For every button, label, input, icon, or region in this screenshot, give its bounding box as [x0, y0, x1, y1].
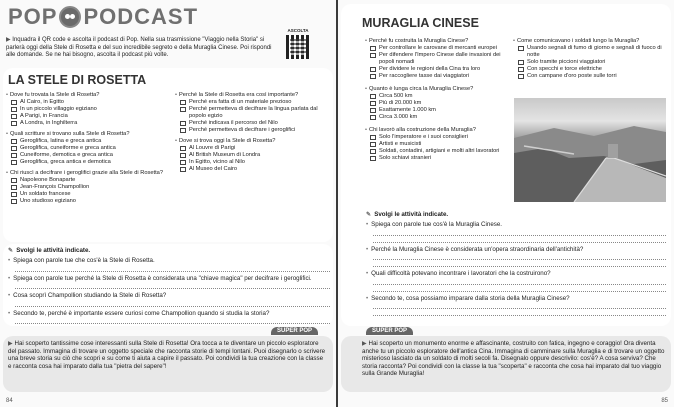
activity-item	[366, 270, 666, 277]
answer-label: A Parigi, in Francia	[20, 113, 68, 119]
answer-label: Cuneiforme, demotica e greca antica	[20, 152, 113, 158]
answer-option[interactable]	[370, 114, 515, 121]
answer-checkbox[interactable]	[370, 94, 376, 100]
question-block	[175, 138, 331, 173]
super-pop-badge: SUPER POP	[271, 327, 318, 335]
answer-label: In un piccolo villaggio egiziano	[20, 106, 97, 112]
answer-option[interactable]	[11, 120, 164, 127]
answer-line[interactable]	[373, 278, 666, 285]
answer-option[interactable]	[370, 141, 515, 148]
activity-item	[366, 221, 666, 228]
activities	[8, 247, 330, 324]
activity-item	[366, 246, 666, 253]
activity-text: Cosa scoprì Champollion studiando la Stele di Rosetta?	[13, 292, 167, 300]
answer-label: Più di 20.000 km	[379, 100, 422, 106]
answer-option[interactable]	[180, 99, 331, 106]
answer-checkbox[interactable]	[11, 114, 17, 120]
question-bullet-icon: •	[175, 138, 177, 144]
question-block	[365, 86, 515, 121]
question-text	[6, 131, 164, 138]
monkey-mascot-icon	[59, 6, 81, 28]
answer-option[interactable]	[370, 100, 515, 107]
answer-checkbox[interactable]	[11, 199, 17, 205]
right-page	[338, 0, 674, 407]
answer-option[interactable]	[180, 127, 331, 134]
answer-option[interactable]	[11, 113, 164, 120]
answer-line[interactable]	[15, 300, 330, 307]
question-label: Quanto è lunga circa la Muraglia Cinese?	[369, 86, 474, 92]
answer-label: Al Louvre di Parigi	[189, 145, 236, 151]
answer-checkbox[interactable]	[11, 146, 17, 152]
answer-label: Con campane d'oro poste sulle torri	[527, 73, 617, 79]
answer-option[interactable]	[11, 145, 164, 152]
question-text	[175, 138, 331, 145]
activity-bullet-icon: •	[366, 270, 369, 278]
answer-checkbox[interactable]	[11, 185, 17, 191]
great-wall-photo	[514, 98, 666, 202]
answer-line[interactable]	[15, 317, 330, 324]
answer-option[interactable]	[180, 145, 331, 152]
answer-label: Artisti e musicisti	[379, 141, 422, 147]
super-pop-body: Hai scoperto un monumento enorme e affascinante, costruito con fatica, ingegno e coraggio! Ora diventa anche tu un piccolo esploratore dell'antica Cina. Immagina di camminare sulla Muraglia e di trovare un oggetto misterioso lasciato da un soldato di molti secoli fa. Disegnalo oppure descrivilo: cos'è? A cosa serviva? Che storia racconta? Poi condividi con la classe la tua "scoperta" e racconta che cosa hai imparato dal tuo viaggio sulla Grande Muraglia!	[362, 340, 665, 378]
question-bullet-icon: •	[365, 38, 367, 44]
question-text	[6, 92, 164, 99]
answer-line[interactable]	[373, 229, 666, 236]
activities	[366, 211, 666, 316]
activity-text: Spiega con parole tue che cos'è la Stele di Rosetta.	[13, 257, 155, 265]
left-page	[0, 0, 336, 407]
answer-option[interactable]	[370, 45, 515, 52]
answer-option[interactable]	[180, 120, 331, 127]
super-pop-text: ▶ Hai scoperto un monumento enorme e affascinante, costruito con fatica, ingegno e coraggio! Ora diventa anche tu un piccolo esploratore dell'antica Cina. Immagina di camminare sulla Muraglia e di trovare un oggetto misterioso lasciato da un soldato di molti secoli fa. Disegnalo oppure descrivilo: cos'è? A cosa serviva? Che storia racconta? Poi condividi con la classe la tua "scoperta" e racconta che cosa hai imparato dal tuo viaggio sulla Grande Muraglia!	[362, 340, 665, 378]
answer-checkbox[interactable]	[370, 46, 376, 52]
answer-label: Napoleone Bonaparte	[20, 177, 76, 183]
questions-col2	[513, 38, 666, 80]
question-label: Chi riuscì a decifrare i geroglifici grazie alla Stele di Rosetta?	[10, 170, 164, 176]
question-label: Quali scritture si trovano sulla Stele di Rosetta?	[10, 131, 130, 137]
question-block	[6, 131, 164, 166]
answer-option[interactable]	[518, 59, 666, 66]
answer-option[interactable]	[370, 66, 515, 73]
answer-checkbox[interactable]	[518, 67, 524, 73]
qr-code-icon	[286, 35, 310, 59]
super-pop-badge: SUPER POP	[366, 327, 413, 335]
answer-label: Geroglifica, cuneiforme e greca antica	[20, 145, 116, 151]
answer-option[interactable]	[11, 159, 164, 166]
answer-option[interactable]	[370, 93, 515, 100]
question-text	[175, 92, 331, 99]
answer-label: Perché era fatta di un materiale prezioso	[189, 99, 292, 105]
activity-bullet-icon: •	[366, 294, 369, 302]
activity-text: Secondo te, cosa possiamo imparare dalla storia della Muraglia Cinese?	[371, 294, 570, 302]
answer-checkbox[interactable]	[518, 74, 524, 80]
answer-label: Solo l'imperatore e i suoi consiglieri	[379, 134, 468, 140]
answer-label: Jean-François Champollion	[20, 184, 90, 190]
brand-logo	[8, 4, 198, 30]
answer-label: Perché permetteva di decifrare la lingua parlata dal popolo egizio	[189, 106, 318, 119]
answer-option[interactable]	[370, 73, 515, 80]
answer-label: Uno studioso egiziano	[20, 198, 76, 204]
answer-label: Solo schiavi stranieri	[379, 155, 432, 161]
qr-code[interactable]	[283, 28, 313, 59]
answer-label: Circa 3.000 km	[379, 114, 418, 120]
answer-label: Con specchi e torce elettriche	[527, 66, 602, 72]
activity-item	[8, 310, 330, 317]
answer-checkbox[interactable]	[180, 160, 186, 166]
answer-label: Per controllare le carovane di mercanti europei	[379, 45, 497, 51]
super-pop-text: ▶ Hai scoperto tantissime cose interessanti sulla Stele di Rosetta! Ora tocca a te diventare un piccolo esploratore del passato. Immagina di trovare un oggetto speciale che racconta storie di tempi lontani. Puoi disegnarlo o scrivere una breve storia su ciò che scopri e su come ti aiuta a capire il passato. Poi condividi la tua creazione con la classe e racconta cosa hai imparato dalla tua "pietra del sapere"!	[8, 340, 326, 370]
answer-checkbox[interactable]	[180, 100, 186, 106]
question-text	[365, 86, 515, 93]
activity-item	[8, 292, 330, 299]
answer-line[interactable]	[373, 236, 666, 243]
activity-item	[366, 295, 666, 302]
answer-option[interactable]	[11, 99, 164, 106]
answer-label: In Egitto, vicino al Nilo	[189, 159, 245, 165]
answer-checkbox[interactable]	[370, 115, 376, 121]
super-pop-body: Hai scoperto tantissime cose interessanti sulla Stele di Rosetta! Ora tocca a te diventare un piccolo esploratore del passato. Immagina di trovare un oggetto speciale che racconta storie di tempi lontani. Puoi disegnarlo o scrivere una breve storia su ciò che scopri e su come ti aiuta a capire il passato. Poi condividi la tua creazione con la classe e racconta cosa hai imparato dalla tua "pietra del sapere"!	[8, 340, 326, 370]
question-block	[513, 38, 666, 80]
intro-body: Inquadra il QR code e ascolta il podcast di Pop. Nella sua trasmissione "Viaggio nella Storia" si parlerà oggi della Stele di Rosetta e del suo incredibile segreto e della Muraglia Cinese. Poi rispondi alle domande. Se ne hai bisogno, ascolta il podcast più volte.	[6, 37, 272, 59]
answer-option[interactable]	[11, 152, 164, 159]
answer-label: Perché indicava il percorso del Nilo	[189, 120, 278, 126]
question-bullet-icon: •	[6, 131, 8, 137]
answer-line[interactable]	[373, 285, 666, 292]
answer-checkbox[interactable]	[370, 135, 376, 141]
intro-text: ▶ Inquadra il QR code e ascolta il podcast di Pop. Nella sua trasmissione "Viaggio nella Storia" si parlerà oggi della Stele di Rosetta e del suo incredibile segreto e della Muraglia Cinese. Poi rispondi alle domande. Se ne hai bisogno, ascolta il podcast più volte.	[6, 37, 272, 59]
activity-bullet-icon: •	[366, 245, 369, 253]
activity-text: Perché la Muraglia Cinese è considerata un'opera straordinaria dell'antichità?	[371, 245, 584, 253]
section-title: LA STELE DI ROSETTA	[8, 73, 147, 87]
answer-option[interactable]	[11, 184, 164, 191]
question-bullet-icon: •	[175, 92, 177, 98]
answer-checkbox[interactable]	[11, 192, 17, 198]
question-bullet-icon: •	[365, 86, 367, 92]
activity-bullet-icon: •	[8, 292, 11, 300]
answer-option[interactable]	[370, 52, 515, 66]
answer-checkbox[interactable]	[370, 67, 376, 73]
activity-heading	[366, 211, 666, 218]
answer-checkbox[interactable]	[11, 100, 17, 106]
answer-label: Soldati, contadini, artigiani e molti altri lavoratori	[379, 148, 500, 154]
question-label: Chi lavorò alla costruzione della Muraglia?	[369, 127, 476, 133]
answer-checkbox[interactable]	[518, 46, 524, 52]
answer-checkbox[interactable]	[11, 121, 17, 127]
answer-option[interactable]	[11, 198, 164, 205]
question-text	[365, 127, 515, 134]
answer-option[interactable]	[11, 177, 164, 184]
activity-bullet-icon: •	[366, 221, 369, 229]
answer-checkbox[interactable]	[180, 153, 186, 159]
question-text	[6, 170, 164, 177]
answer-checkbox[interactable]	[11, 153, 17, 159]
answer-line[interactable]	[373, 302, 666, 309]
answer-checkbox[interactable]	[11, 160, 17, 166]
answer-option[interactable]	[518, 66, 666, 73]
question-block	[6, 170, 164, 205]
answer-label: Per difendere l'Impero Cinese dalle invasioni dei popoli nomadi	[379, 52, 501, 65]
activity-text: Quali difficoltà potevano incontrare i lavoratori che la costruirono?	[371, 270, 551, 278]
brand-podcast: PODCAST	[83, 4, 199, 29]
answer-label: A Londra, in Inghilterra	[20, 120, 78, 126]
answer-option[interactable]	[370, 148, 515, 155]
questions-col2	[175, 92, 331, 173]
answer-option[interactable]	[180, 152, 331, 159]
questions-col1	[365, 38, 515, 162]
answer-label: Esattamente 1.000 km	[379, 107, 436, 113]
question-bullet-icon: •	[365, 127, 367, 133]
question-label: Perché la Stele di Rosetta era così importante?	[179, 92, 299, 98]
answer-label: Circa 500 km	[379, 93, 413, 99]
answer-label: Perché permetteva di decifrare i geroglifici	[189, 127, 296, 133]
activity-bullet-icon: •	[8, 274, 11, 282]
answer-checkbox[interactable]	[370, 142, 376, 148]
brand-pop: POP	[8, 4, 58, 29]
answer-option[interactable]	[11, 138, 164, 145]
page-number: 85	[661, 398, 668, 404]
answer-checkbox[interactable]	[370, 149, 376, 155]
answer-checkbox[interactable]	[180, 121, 186, 127]
answer-label: Geroglifica, latina e greca antica	[20, 138, 102, 144]
question-label: Dove si trova oggi la Stele di Rosetta?	[179, 138, 276, 144]
answer-label: Usando segnali di fumo di giorno e segnali di fuoco di notte	[527, 45, 662, 58]
answer-option[interactable]	[370, 107, 515, 114]
answer-checkbox[interactable]	[518, 60, 524, 66]
activity-item	[8, 257, 330, 264]
page-number: 84	[6, 398, 13, 404]
question-label: Dove fu trovata la Stele di Rosetta?	[10, 92, 100, 98]
answer-checkbox[interactable]	[11, 107, 17, 113]
answer-line[interactable]	[373, 260, 666, 267]
answer-checkbox[interactable]	[370, 156, 376, 162]
question-text	[365, 38, 515, 45]
answer-option[interactable]	[518, 45, 666, 59]
answer-checkbox[interactable]	[370, 108, 376, 114]
answer-line[interactable]	[373, 253, 666, 260]
activity-heading-text: Svolgi le attività indicate.	[374, 211, 449, 218]
question-block	[365, 127, 515, 162]
question-bullet-icon: •	[6, 92, 8, 98]
answer-option[interactable]	[180, 106, 331, 120]
answer-label: Al Museo del Cairo	[189, 166, 238, 172]
answer-label: Per raccogliere tasse dai viaggiatori	[379, 73, 470, 79]
question-bullet-icon: •	[513, 38, 515, 44]
question-text	[513, 38, 666, 45]
answer-checkbox[interactable]	[180, 146, 186, 152]
answer-label: Per dividere le regioni della Cina tra loro	[379, 66, 481, 72]
question-bullet-icon: •	[6, 170, 8, 176]
answer-checkbox[interactable]	[370, 101, 376, 107]
pencil-icon: ✎	[8, 247, 14, 254]
question-label: Come comunicavano i soldati lungo la Muraglia?	[517, 38, 640, 44]
answer-checkbox[interactable]	[11, 139, 17, 145]
pencil-icon: ✎	[366, 211, 372, 218]
question-label: Perché fu costruita la Muraglia Cinese?	[369, 38, 469, 44]
answer-label: Al Cairo, in Egitto	[20, 99, 64, 105]
great-wall-drawing	[514, 98, 666, 202]
answer-checkbox[interactable]	[180, 128, 186, 134]
activity-text: Spiega con parole tue perché la Stele di Rosetta è considerata una "chiave magica" per decifrare i geroglifici.	[13, 274, 312, 282]
activity-heading	[8, 247, 330, 254]
answer-checkbox[interactable]	[370, 53, 376, 59]
answer-line[interactable]	[15, 282, 330, 289]
answer-line[interactable]	[373, 309, 666, 316]
answer-label: Geroglifica, greca antica e demotica	[20, 159, 111, 165]
questions-col1	[6, 92, 164, 205]
activity-text: Spiega con parole tue cos'è la Muraglia Cinese.	[371, 221, 503, 229]
activity-bullet-icon: •	[8, 257, 11, 265]
answer-line[interactable]	[15, 265, 330, 272]
activity-bullet-icon: •	[8, 309, 11, 317]
answer-label: Solo tramite piccioni viaggiatori	[527, 59, 606, 65]
activity-heading-text: Svolgi le attività indicate.	[16, 247, 91, 254]
section-title: MURAGLIA CINESE	[362, 16, 479, 30]
answer-option[interactable]	[11, 106, 164, 113]
question-block	[365, 38, 515, 80]
answer-label: Un soldato francese	[20, 191, 71, 197]
answer-option[interactable]	[370, 134, 515, 141]
answer-option[interactable]	[370, 155, 515, 162]
answer-option[interactable]	[180, 166, 331, 173]
answer-option[interactable]	[180, 159, 331, 166]
question-block	[175, 92, 331, 134]
answer-checkbox[interactable]	[370, 74, 376, 80]
question-block	[6, 92, 164, 127]
activity-item	[8, 275, 330, 282]
answer-checkbox[interactable]	[180, 167, 186, 173]
activity-text: Secondo te, perché è importante essere curiosi come Champollion quando si studia la storia?	[13, 309, 270, 317]
answer-option[interactable]	[518, 73, 666, 80]
answer-option[interactable]	[11, 191, 164, 198]
qr-label: ASCOLTA	[287, 28, 309, 33]
answer-checkbox[interactable]	[11, 178, 17, 184]
answer-checkbox[interactable]	[180, 107, 186, 113]
answer-label: Al British Museum di Londra	[189, 152, 261, 158]
